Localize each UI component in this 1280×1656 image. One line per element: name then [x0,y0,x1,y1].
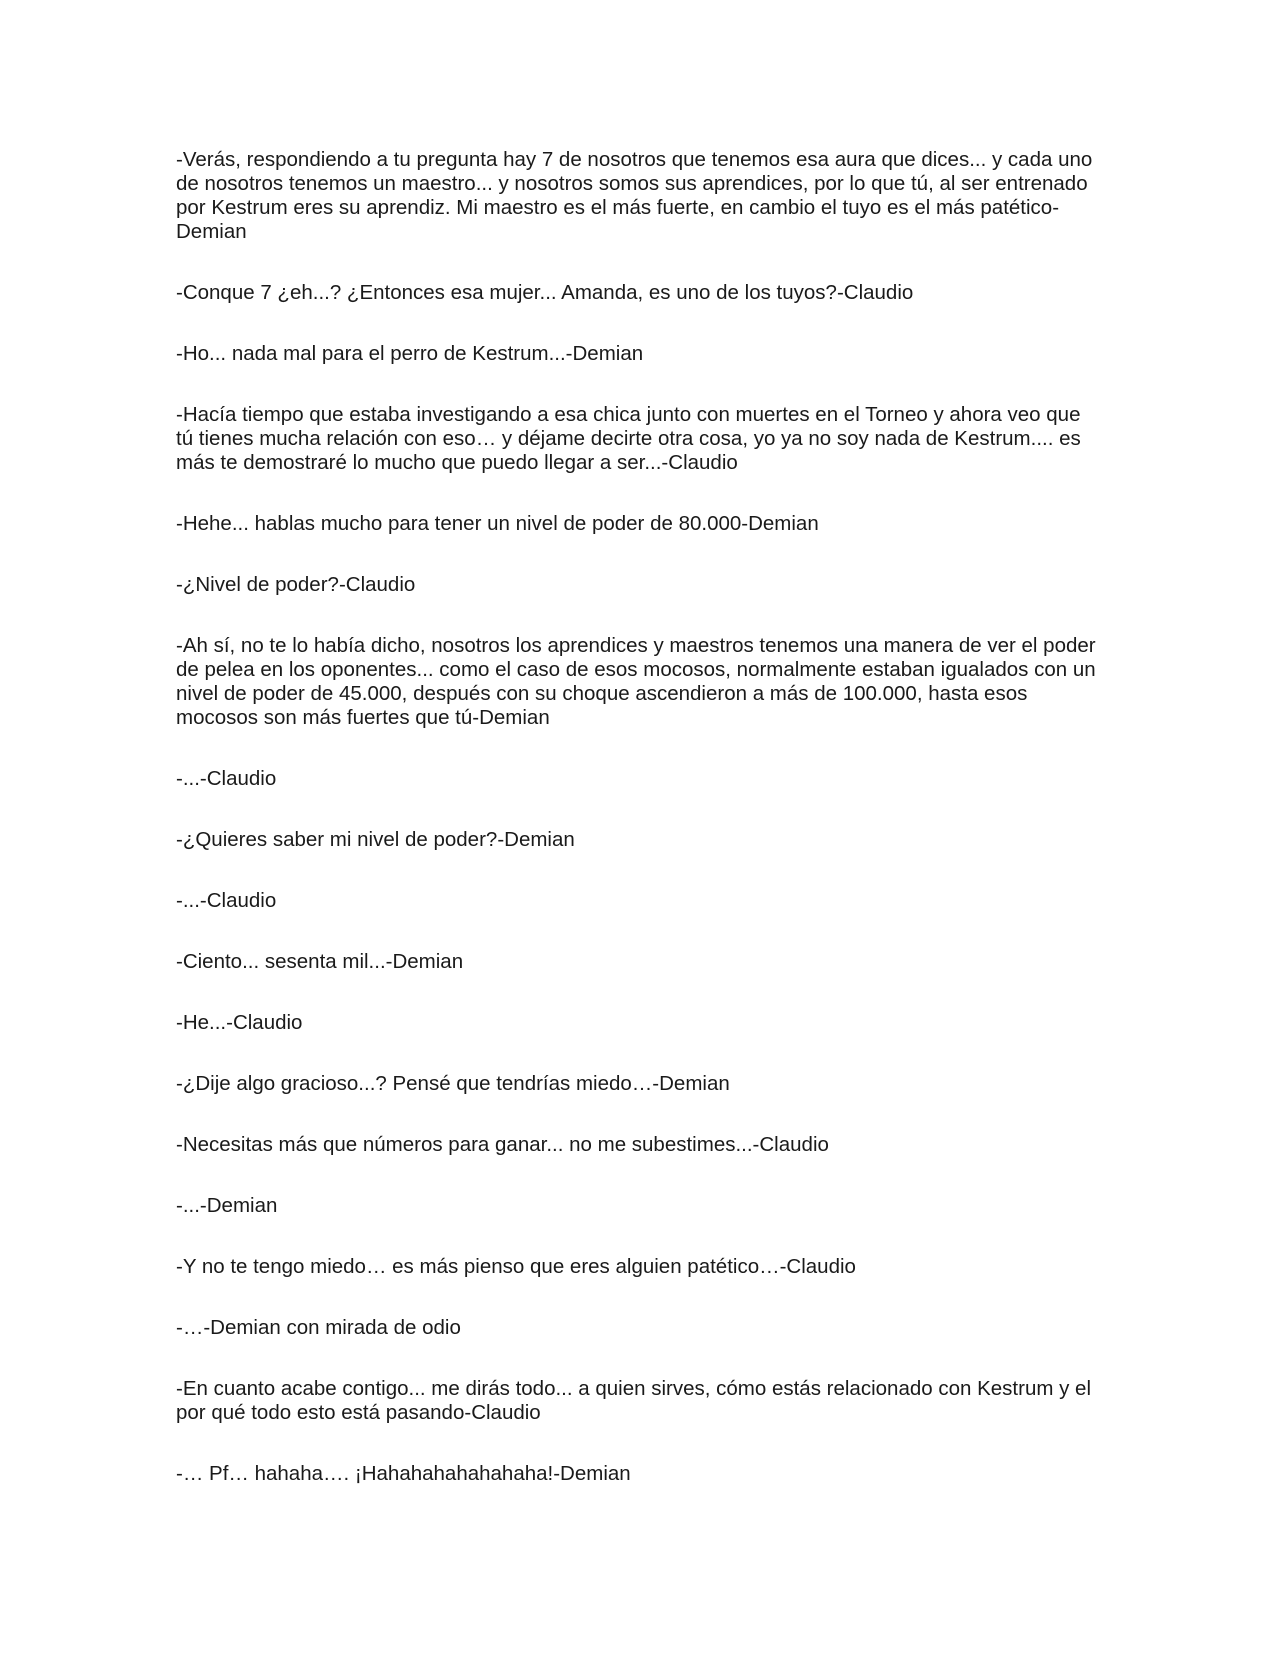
paragraph: -Necesitas más que números para ganar... no me subestimes...-Claudio [176,1133,829,1156]
paragraph: -...-Claudio [176,767,277,790]
paragraph: -…-Demian con mirada de odio [176,1316,461,1339]
paragraph: -Hehe... hablas mucho para tener un nivel de poder de 80.000-Demian [176,512,819,535]
paragraph: -¿Nivel de poder?-Claudio [176,573,416,596]
paragraph: -Ho... nada mal para el perro de Kestrum...-Demian [176,342,644,365]
paragraph: -¿Dije algo gracioso...? Pensé que tendrías miedo…-Demian [176,1072,730,1095]
paragraph: -Conque 7 ¿eh...? ¿Entonces esa mujer... Amanda, es uno de los tuyos?-Claudio [176,281,914,304]
paragraph: -Hacía tiempo que estaba investigando a esa chica junto con muertes en el Torneo y ahora veo que tú tienes mucha relación con eso… y déjame decirte otra cosa, yo ya no soy nada de Kestrum.... es más te demostraré lo mucho que puedo llegar a ser...-Claudio [176,403,1081,474]
paragraph: -...-Demian [176,1194,278,1217]
paragraph: -En cuanto acabe contigo... me dirás todo... a quien sirves, cómo estás relacionado con Kestrum y el por qué todo esto está pasando-Claudio [176,1377,1092,1424]
paragraph: -Y no te tengo miedo… es más pienso que eres alguien patético…-Claudio [176,1255,856,1278]
paragraph: -Ah sí, no te lo había dicho, nosotros los aprendices y maestros tenemos una manera de ver el poder de pelea en los oponentes... como el caso de esos mocosos, normalmente estaban igualados con un nivel de poder de 45.000, después con su choque ascendieron a más de 100.000, hasta esos mocosos son más fuertes que tú-Demian [176,634,1096,729]
paragraph: -… Pf… hahaha…. ¡Hahahahahahahaha!-Demian [176,1462,631,1485]
paragraph: -He...-Claudio [176,1011,303,1034]
document-body [176,148,1096,1523]
paragraph: -...-Claudio [176,889,277,912]
paragraph: -Ciento... sesenta mil...-Demian [176,950,464,973]
paragraph: -¿Quieres saber mi nivel de poder?-Demian [176,828,575,851]
paragraph: -Verás, respondiendo a tu pregunta hay 7 de nosotros que tenemos esa aura que dices... y cada uno de nosotros tenemos un maestro... y nosotros somos sus aprendices, por lo que tú, al ser entrenado por Kestrum eres su aprendiz. Mi maestro es el más fuerte, en cambio el tuyo es el más patético-Demian [176,148,1093,243]
